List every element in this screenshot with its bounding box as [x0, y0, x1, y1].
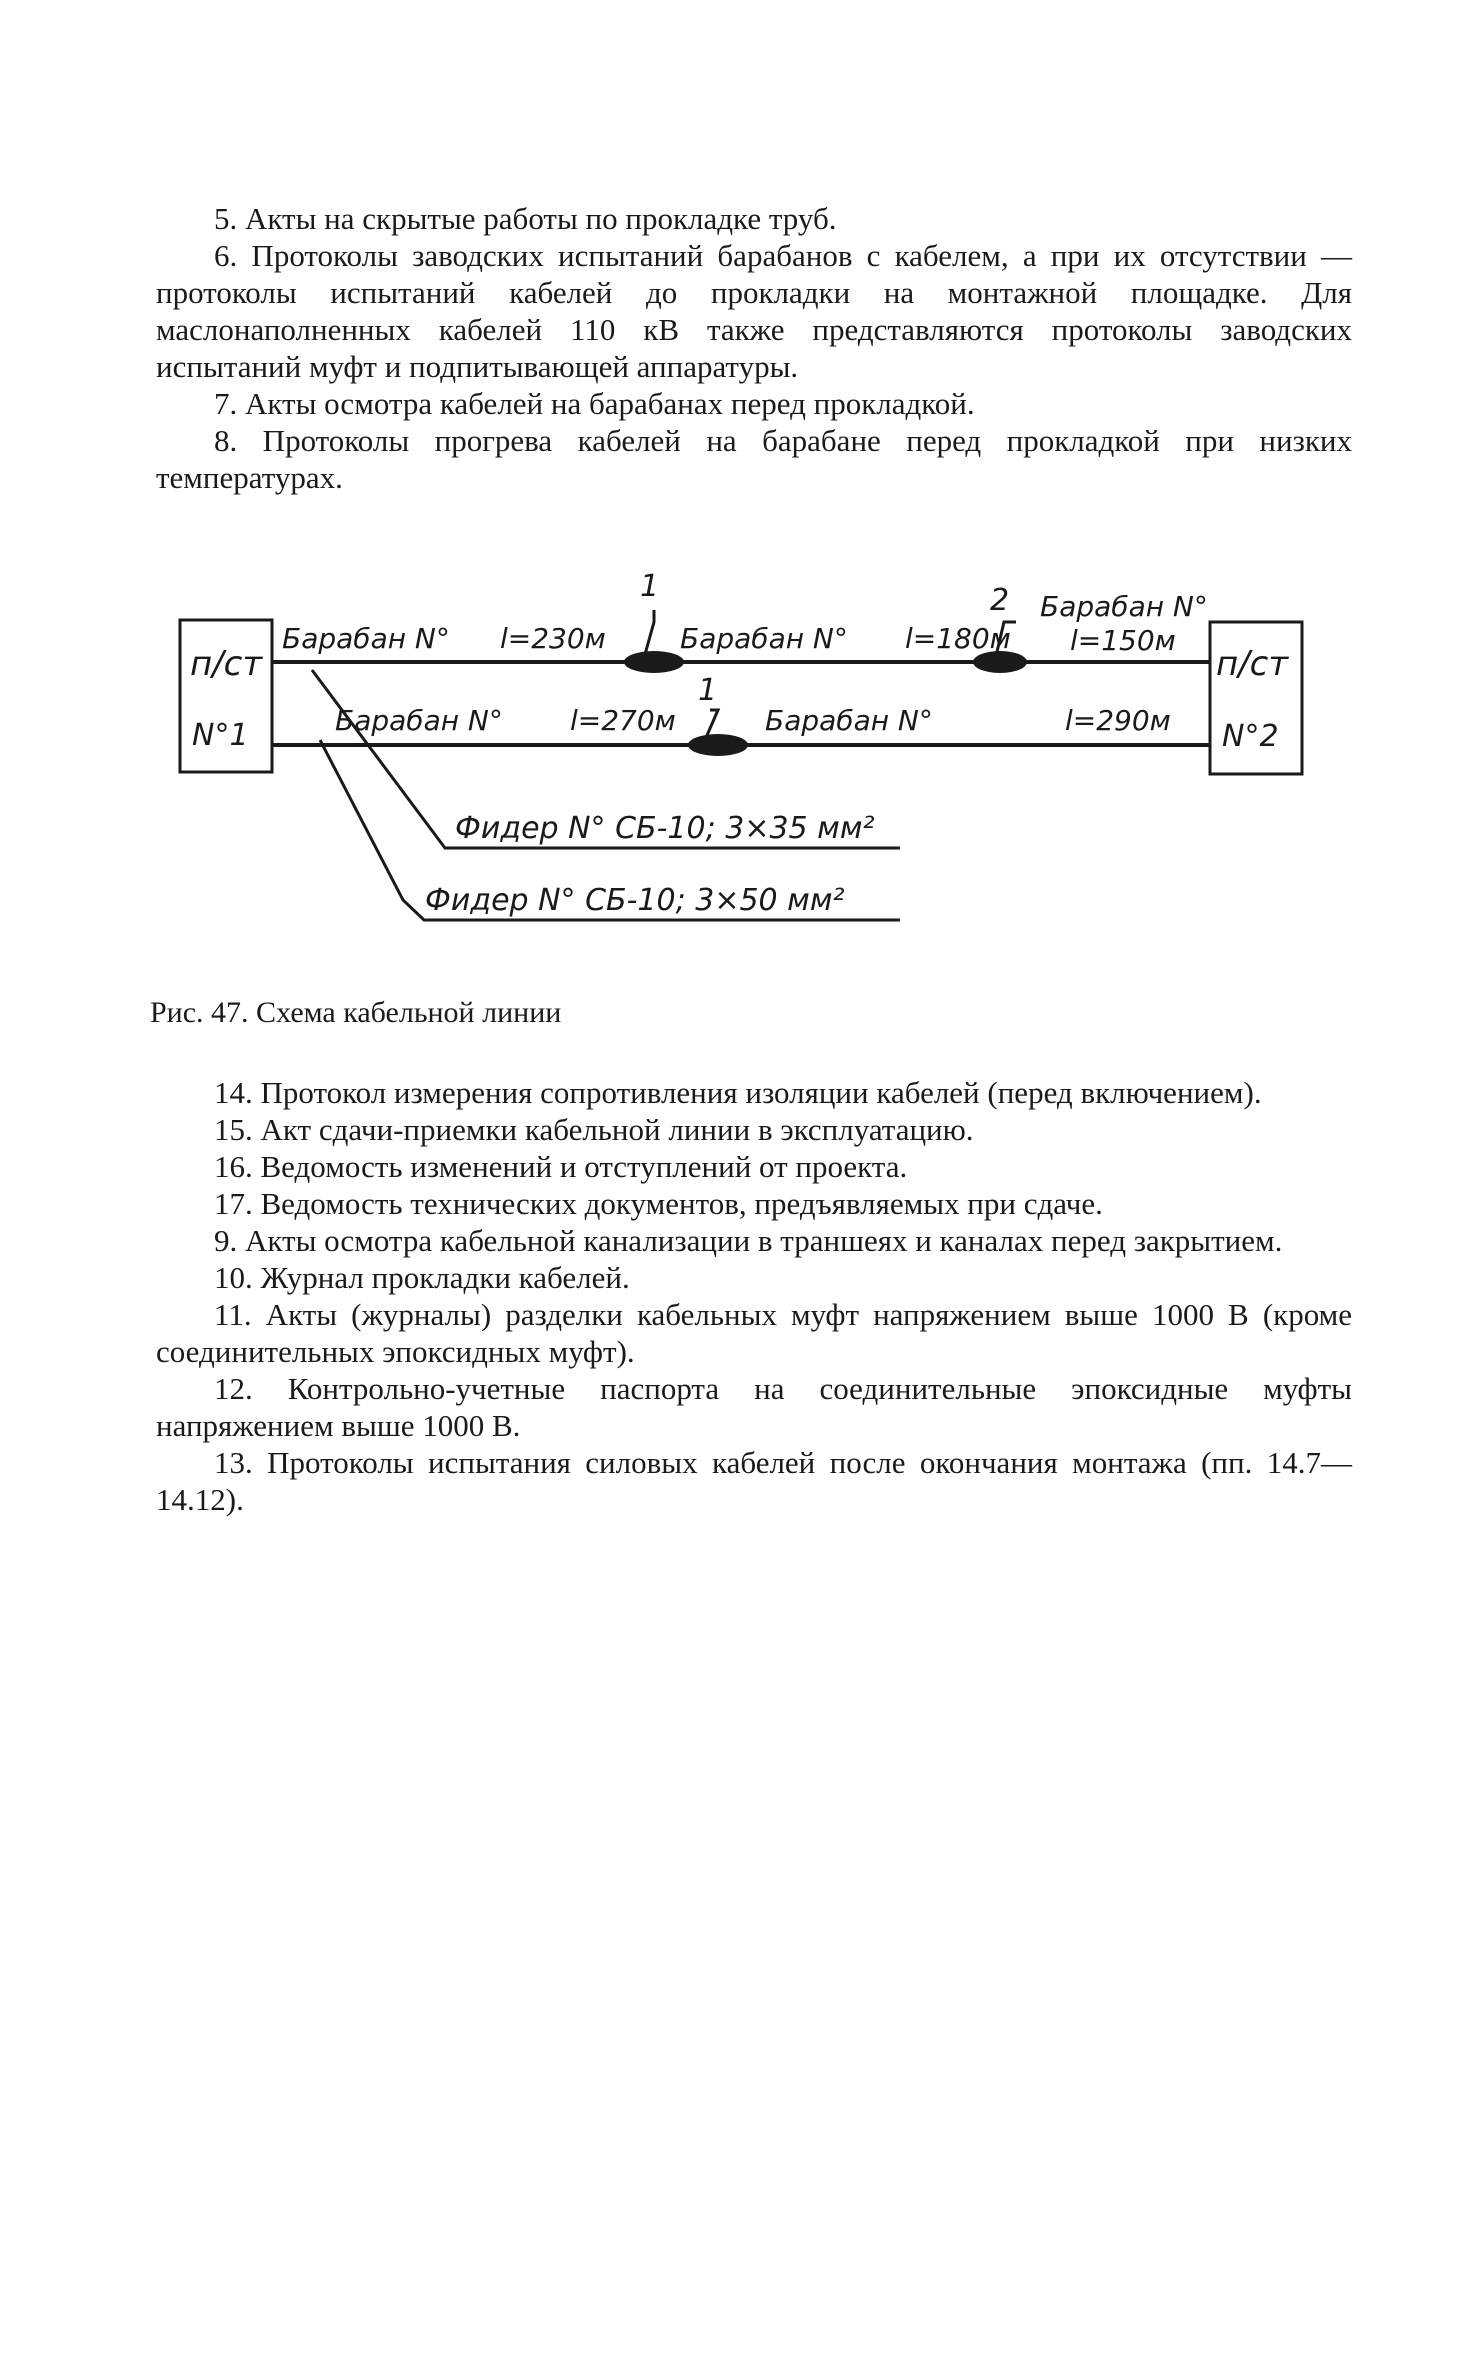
list-item: 6. Протоколы заводских испытаний барабанов с кабелем, а при их отсутствии — протоколы испытаний кабелей до прокладки на монтажной площадке. Для маслонаполненных кабелей 110 кВ также представляются протоколы заводских испытаний муфт и подпитывающей аппаратуры.	[156, 238, 1352, 384]
list-item: 5. Акты на скрытые работы по прокладке труб.	[214, 201, 837, 236]
joint-lower-1	[688, 734, 748, 756]
lower-seg1-label: Барабан N°	[335, 704, 503, 737]
figure-caption: Рис. 47. Схема кабельной линии	[150, 996, 562, 1029]
substation-2-number: N°2	[1222, 719, 1279, 754]
upper-seg2-length: l=180м	[905, 622, 1011, 655]
upper-seg3-length: l=150м	[1070, 624, 1176, 657]
list-item: 8. Протоколы прогрева кабелей на барабане перед прокладкой при низких температурах.	[156, 423, 1352, 495]
list-item: 15. Акт сдачи-приемки кабельной линии в эксплуатацию.	[214, 1112, 974, 1147]
joint-upper-1	[624, 651, 684, 673]
list-item: 14. Протокол измерения сопротивления изоляции кабелей (перед включением).	[214, 1075, 1262, 1110]
cable-line-diagram	[170, 560, 1330, 960]
upper-seg1-label: Барабан N°	[282, 622, 450, 655]
document-list-top	[156, 200, 1352, 496]
document-list-bottom	[156, 1074, 1352, 1518]
upper-seg2-label: Барабан N°	[680, 622, 848, 655]
substation-1-label: п/ст	[190, 644, 263, 684]
upper-seg1-length: l=230м	[500, 622, 606, 655]
list-item: 13. Протоколы испытания силовых кабелей после окончания монтажа (пп. 14.7—14.12).	[156, 1445, 1352, 1517]
list-item: 12. Контрольно-учетные паспорта на соединительные эпоксидные муфты напряжением выше 1000 В.	[156, 1371, 1352, 1443]
lower-seg2-length: l=290м	[1065, 704, 1171, 737]
upper-seg3-label: Барабан N°	[1040, 590, 1208, 623]
joint-upper-2-number: 2	[990, 583, 1010, 618]
list-item: 17. Ведомость технических документов, предъявляемых при сдаче.	[214, 1186, 1103, 1221]
feeder-2-label: Фидер N° СБ-10; 3×50 мм²	[425, 883, 845, 918]
substation-1-number: N°1	[192, 718, 249, 753]
joint-upper-1-leader	[644, 610, 654, 658]
joint-lower-1-number: 1	[698, 673, 718, 708]
list-item: 16. Ведомость изменений и отступлений от проекта.	[214, 1149, 908, 1184]
list-item: 7. Акты осмотра кабелей на барабанах перед прокладкой.	[214, 386, 975, 421]
substation-2-label: п/ст	[1216, 644, 1289, 684]
list-item: 9. Акты осмотра кабельной канализации в траншеях и каналах перед закрытием.	[214, 1223, 1283, 1258]
joint-upper-1-number: 1	[640, 569, 660, 604]
lower-seg2-label: Барабан N°	[765, 704, 933, 737]
feeder-1-label: Фидер N° СБ-10; 3×35 мм²	[455, 811, 875, 846]
lower-seg1-length: l=270м	[570, 704, 676, 737]
list-item: 11. Акты (журналы) разделки кабельных муфт напряжением выше 1000 В (кроме соединительных эпоксидных муфт).	[156, 1297, 1352, 1369]
list-item: 10. Журнал прокладки кабелей.	[214, 1260, 630, 1295]
